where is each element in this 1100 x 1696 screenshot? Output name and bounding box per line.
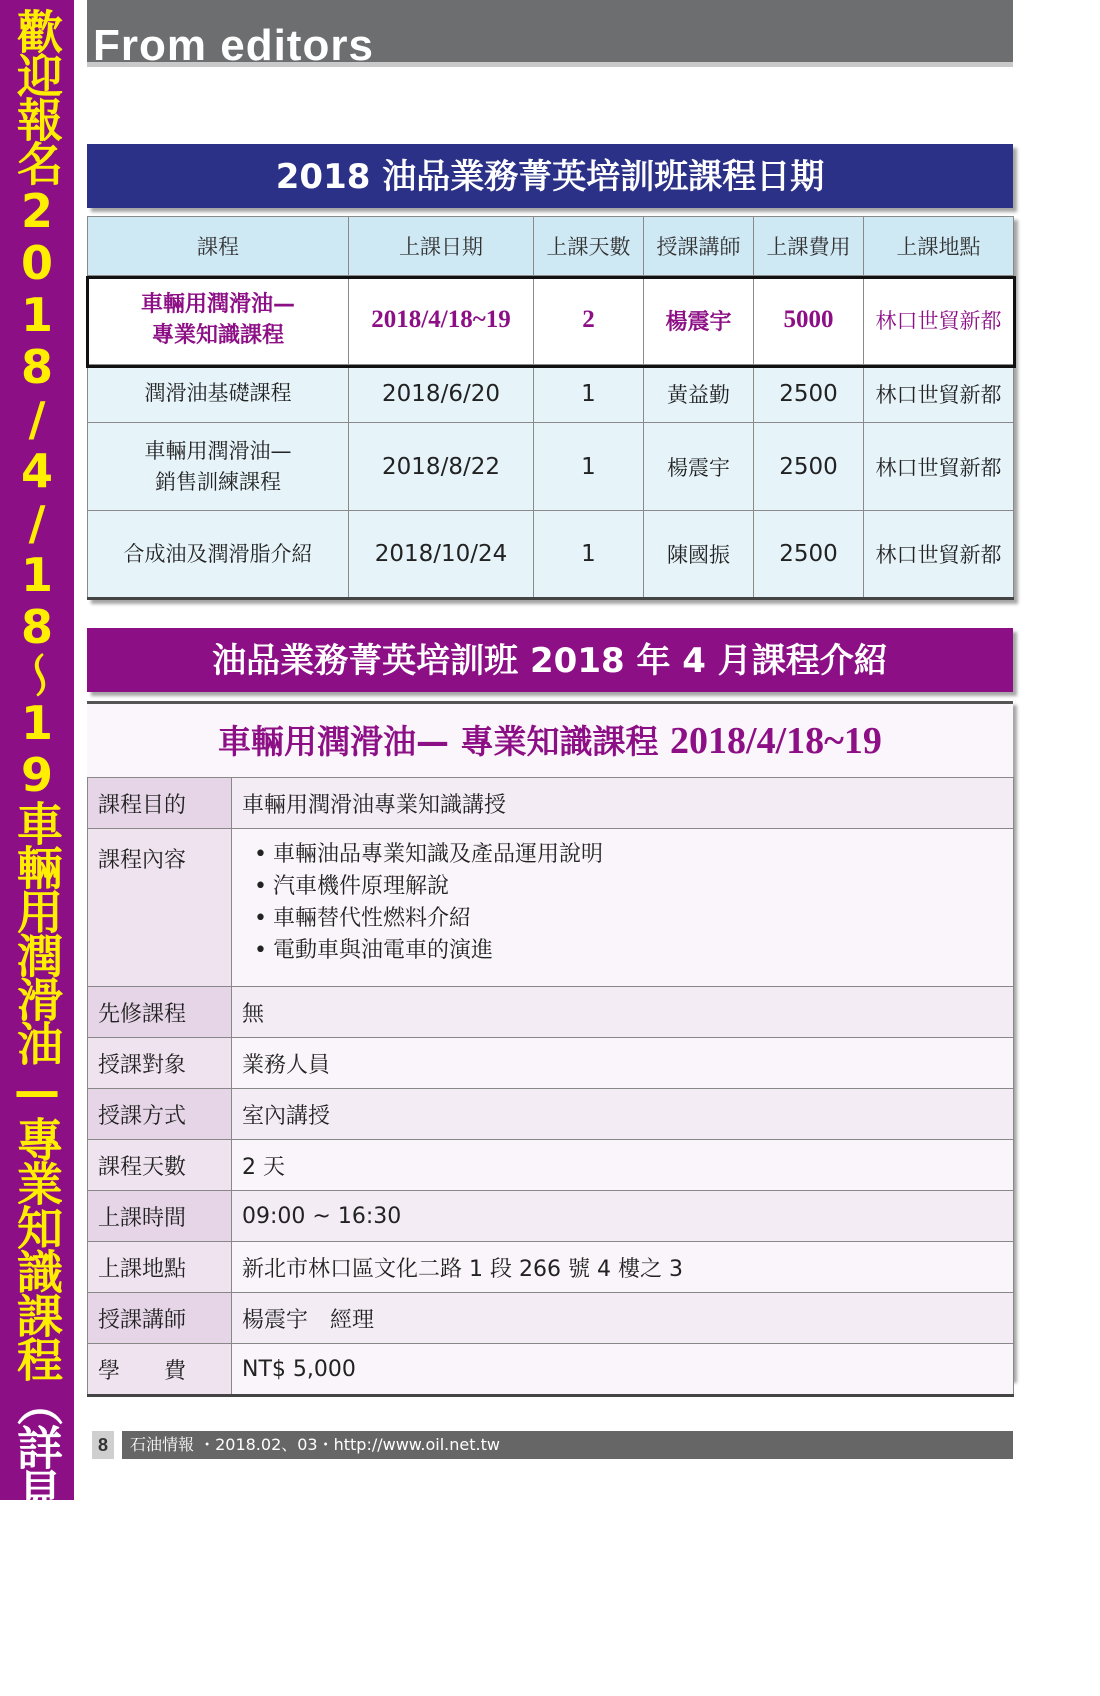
- footer-text: 石油情報 ・2018.02、03・http://www.oil.net.tw: [122, 1431, 1013, 1459]
- col-header-fee: 上課費用: [754, 217, 864, 276]
- course-cell: 潤滑油基礎課程: [88, 365, 349, 423]
- table-row: [88, 276, 1014, 365]
- table-row: [88, 511, 1014, 599]
- side-banner: [0, 0, 74, 1696]
- col-header-instructor: 授課講師: [644, 217, 754, 276]
- course-title-name: 車輛用潤滑油— 專業知識課程: [218, 722, 659, 761]
- detail-row: [88, 1344, 1014, 1396]
- page-title: From editors: [93, 21, 374, 70]
- course-name-line: 銷售訓練課程: [155, 469, 281, 494]
- detail-row: [88, 987, 1014, 1038]
- detail-row: [88, 1140, 1014, 1191]
- schedule-header-row: [88, 217, 1014, 276]
- detail-row: [88, 1038, 1014, 1089]
- detail-value: [232, 829, 1014, 987]
- intro-title: 油品業務菁英培訓班 2018 年 4 月課程介紹: [87, 628, 1013, 692]
- side-banner-tail: （詳見第8頁）: [10, 1380, 64, 1696]
- detail-row: [88, 1293, 1014, 1344]
- detail-value: NT$ 5,000: [232, 1344, 1014, 1396]
- detail-value: 業務人員: [232, 1038, 1014, 1089]
- detail-key: 授課對象: [88, 1038, 232, 1089]
- course-name-line: 車輛用潤滑油—: [144, 438, 292, 463]
- course-detail-table: [87, 777, 1014, 1397]
- list-item: • 車輛油品專業知識及產品運用說明: [242, 839, 1003, 871]
- detail-row: [88, 778, 1014, 829]
- detail-key: 授課方式: [88, 1089, 232, 1140]
- date-cell: 2018/4/18~19: [349, 276, 534, 365]
- table-row: [88, 423, 1014, 511]
- list-item: • 汽車機件原理解說: [242, 871, 1003, 903]
- date-cell: 2018/10/24: [349, 511, 534, 599]
- detail-value: 2 天: [232, 1140, 1014, 1191]
- content-list: [242, 839, 1003, 967]
- location-cell: 林口世貿新都: [864, 276, 1014, 365]
- course-detail-panel: [87, 701, 1013, 1384]
- detail-key: 課程目的: [88, 778, 232, 829]
- detail-value: 楊震宇 經理: [232, 1293, 1014, 1344]
- detail-value: 車輛用潤滑油專業知識講授: [232, 778, 1014, 829]
- table-row: [88, 365, 1014, 423]
- days-cell: 1: [534, 511, 644, 599]
- detail-row: [88, 1191, 1014, 1242]
- course-name-line: 車輛用潤滑油—: [140, 292, 295, 317]
- location-cell: 林口世貿新都: [864, 365, 1014, 423]
- fee-cell: 2500: [754, 365, 864, 423]
- date-cell: 2018/8/22: [349, 423, 534, 511]
- days-cell: 1: [534, 365, 644, 423]
- page-number: 8: [92, 1431, 114, 1459]
- list-item: • 電動車與油電車的演進: [242, 935, 1003, 967]
- instructor-cell: 黃益勤: [644, 365, 754, 423]
- col-header-course: 課程: [88, 217, 349, 276]
- detail-row: [88, 1242, 1014, 1293]
- instructor-cell: 楊震宇: [644, 423, 754, 511]
- course-cell: 合成油及潤滑脂介紹: [88, 511, 349, 599]
- location-cell: 林口世貿新都: [864, 423, 1014, 511]
- side-banner-text: [0, 8, 74, 1696]
- schedule-title: 2018 油品業務菁英培訓班課程日期: [87, 144, 1013, 208]
- list-item: • 車輛替代性燃料介紹: [242, 903, 1003, 935]
- detail-key: 上課地點: [88, 1242, 232, 1293]
- detail-value: 新北市林口區文化二路 1 段 266 號 4 樓之 3: [232, 1242, 1014, 1293]
- detail-row: [88, 1089, 1014, 1140]
- detail-row: [88, 829, 1014, 987]
- instructor-cell: 陳國振: [644, 511, 754, 599]
- fee-cell: 2500: [754, 511, 864, 599]
- col-header-location: 上課地點: [864, 217, 1014, 276]
- detail-value: 室內講授: [232, 1089, 1014, 1140]
- detail-key: 先修課程: [88, 987, 232, 1038]
- detail-key: 課程內容: [88, 829, 232, 987]
- course-name-line: 專業知識課程: [151, 323, 284, 348]
- detail-key: 學 費: [88, 1344, 232, 1396]
- date-cell: 2018/6/20: [349, 365, 534, 423]
- course-title-date: 2018/4/18~19: [670, 720, 882, 762]
- instructor-cell: 楊震宇: [644, 276, 754, 365]
- detail-divider: [87, 701, 1013, 704]
- schedule-table: [87, 216, 1014, 600]
- detail-value: 無: [232, 987, 1014, 1038]
- course-title: [87, 715, 1013, 768]
- detail-key: 上課時間: [88, 1191, 232, 1242]
- detail-key: 授課講師: [88, 1293, 232, 1344]
- days-cell: 1: [534, 423, 644, 511]
- fee-cell: 5000: [754, 276, 864, 365]
- col-header-days: 上課天數: [534, 217, 644, 276]
- detail-key: 課程天數: [88, 1140, 232, 1191]
- course-cell: [88, 423, 349, 511]
- fee-cell: 2500: [754, 423, 864, 511]
- detail-value: 09:00 ~ 16:30: [232, 1191, 1014, 1242]
- location-cell: 林口世貿新都: [864, 511, 1014, 599]
- col-header-date: 上課日期: [349, 217, 534, 276]
- side-banner-main: 歡迎報名2018/4/18～19車輛用潤滑油—專業知識課程: [10, 8, 64, 1380]
- days-cell: 2: [534, 276, 644, 365]
- course-cell: [88, 276, 349, 365]
